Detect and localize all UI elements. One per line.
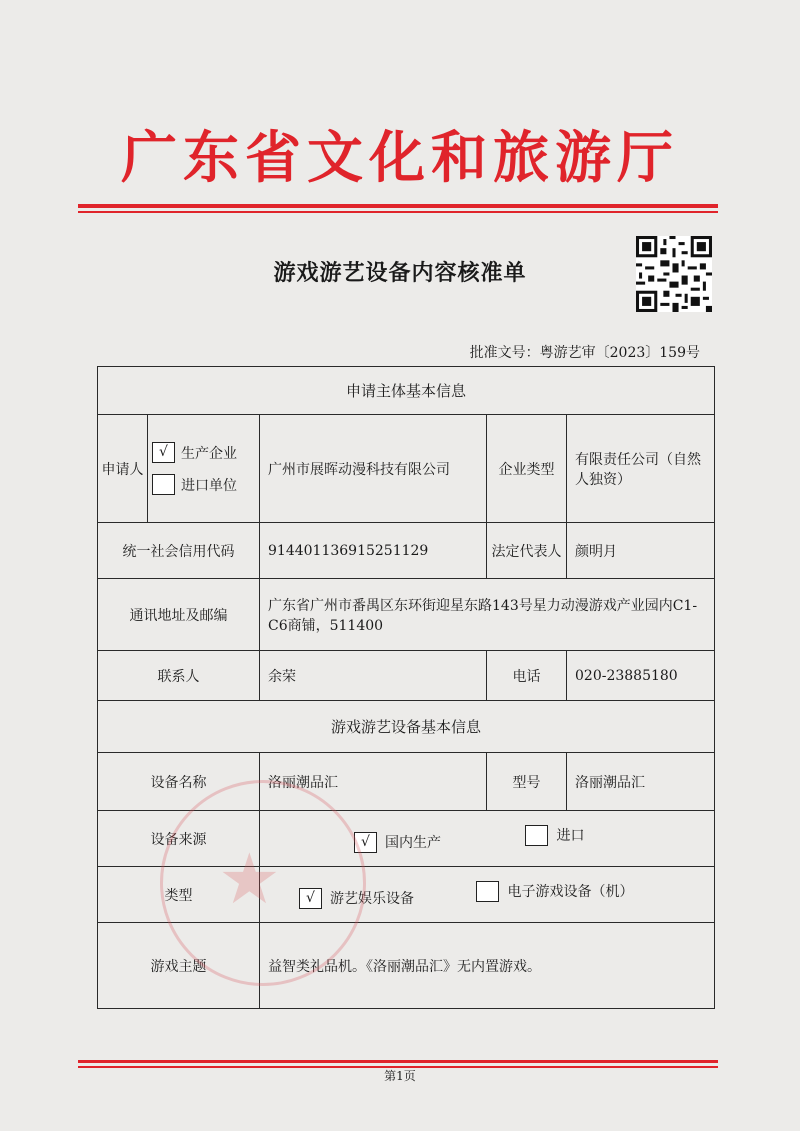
option-manufacturer: [152, 437, 255, 469]
game-theme: 益智类礼品机。《洛丽潮品汇》无内置游戏。: [260, 923, 715, 1009]
manufacturer-checkbox[interactable]: √: [152, 442, 175, 463]
imported-label: 进口: [556, 828, 585, 844]
document-title: 游戏游艺设备内容核准单: [273, 260, 527, 286]
qr-code-icon: [636, 236, 712, 312]
domestic-label: 国内生产: [385, 835, 441, 851]
device-section-heading: 游戏游艺设备基本信息: [98, 701, 715, 753]
device-source-options: [260, 811, 715, 867]
applicant-type-options: [148, 415, 260, 523]
domestic-checkbox[interactable]: √: [354, 832, 377, 853]
legal-rep-label: 法定代表人: [487, 523, 567, 579]
electronic-game-checkbox[interactable]: [476, 881, 499, 902]
amusement-checkbox[interactable]: √: [299, 888, 322, 909]
contact-name: 余荣: [260, 651, 487, 701]
phone-label: 电话: [487, 651, 567, 701]
approval-form-table: [97, 366, 715, 1009]
page-number: 第1页: [384, 1069, 416, 1083]
manufacturer-label: 生产企业: [181, 445, 237, 462]
electronic-game-label: 电子游戏设备（机）: [507, 884, 634, 900]
header-rule-thick: [78, 204, 718, 208]
importer-label: 进口单位: [181, 477, 237, 494]
company-type: 有限责任公司（自然人独资）: [567, 415, 715, 523]
device-name: 洛丽潮品汇: [260, 753, 487, 811]
game-theme-label: 游戏主题: [98, 923, 260, 1009]
option-importer: [152, 469, 255, 501]
option-amusement: [299, 888, 414, 909]
device-type-label: 类型: [98, 867, 260, 923]
amusement-label: 游艺娱乐设备: [330, 891, 414, 907]
company-type-label: 企业类型: [487, 415, 567, 523]
applicant-section-heading: 申请主体基本信息: [98, 367, 715, 415]
option-electronic-game: [476, 881, 633, 902]
credit-code-label: 统一社会信用代码: [98, 523, 260, 579]
header-rule-thin: [78, 211, 718, 213]
model-value: 洛丽潮品汇: [567, 753, 715, 811]
footer-rule-thick: [78, 1060, 718, 1063]
company-name: 广州市展晖动漫科技有限公司: [260, 415, 487, 523]
legal-rep: 颜明月: [567, 523, 715, 579]
option-domestic: [354, 832, 441, 853]
model-label: 型号: [487, 753, 567, 811]
address-label: 通讯地址及邮编: [98, 579, 260, 651]
importer-checkbox[interactable]: [152, 474, 175, 495]
device-type-options: [260, 867, 715, 923]
approval-number: 批准文号：粤游艺审〔2023〕159号: [469, 345, 700, 361]
option-imported: [525, 825, 584, 846]
imported-checkbox[interactable]: [525, 825, 548, 846]
contact-label: 联系人: [98, 651, 260, 701]
phone-number: 020-23885180: [567, 651, 715, 701]
applicant-label: 申请人: [98, 415, 148, 523]
device-name-label: 设备名称: [98, 753, 260, 811]
credit-code: 914401136915251129: [260, 523, 487, 579]
issuing-authority-title: 广东省文化和旅游厅: [121, 125, 679, 191]
device-source-label: 设备来源: [98, 811, 260, 867]
seal-star-icon: ★: [218, 838, 281, 920]
address: 广东省广州市番禺区东环街迎星东路143号星力动漫游戏产业园内C1-C6商铺，511400: [260, 579, 715, 651]
